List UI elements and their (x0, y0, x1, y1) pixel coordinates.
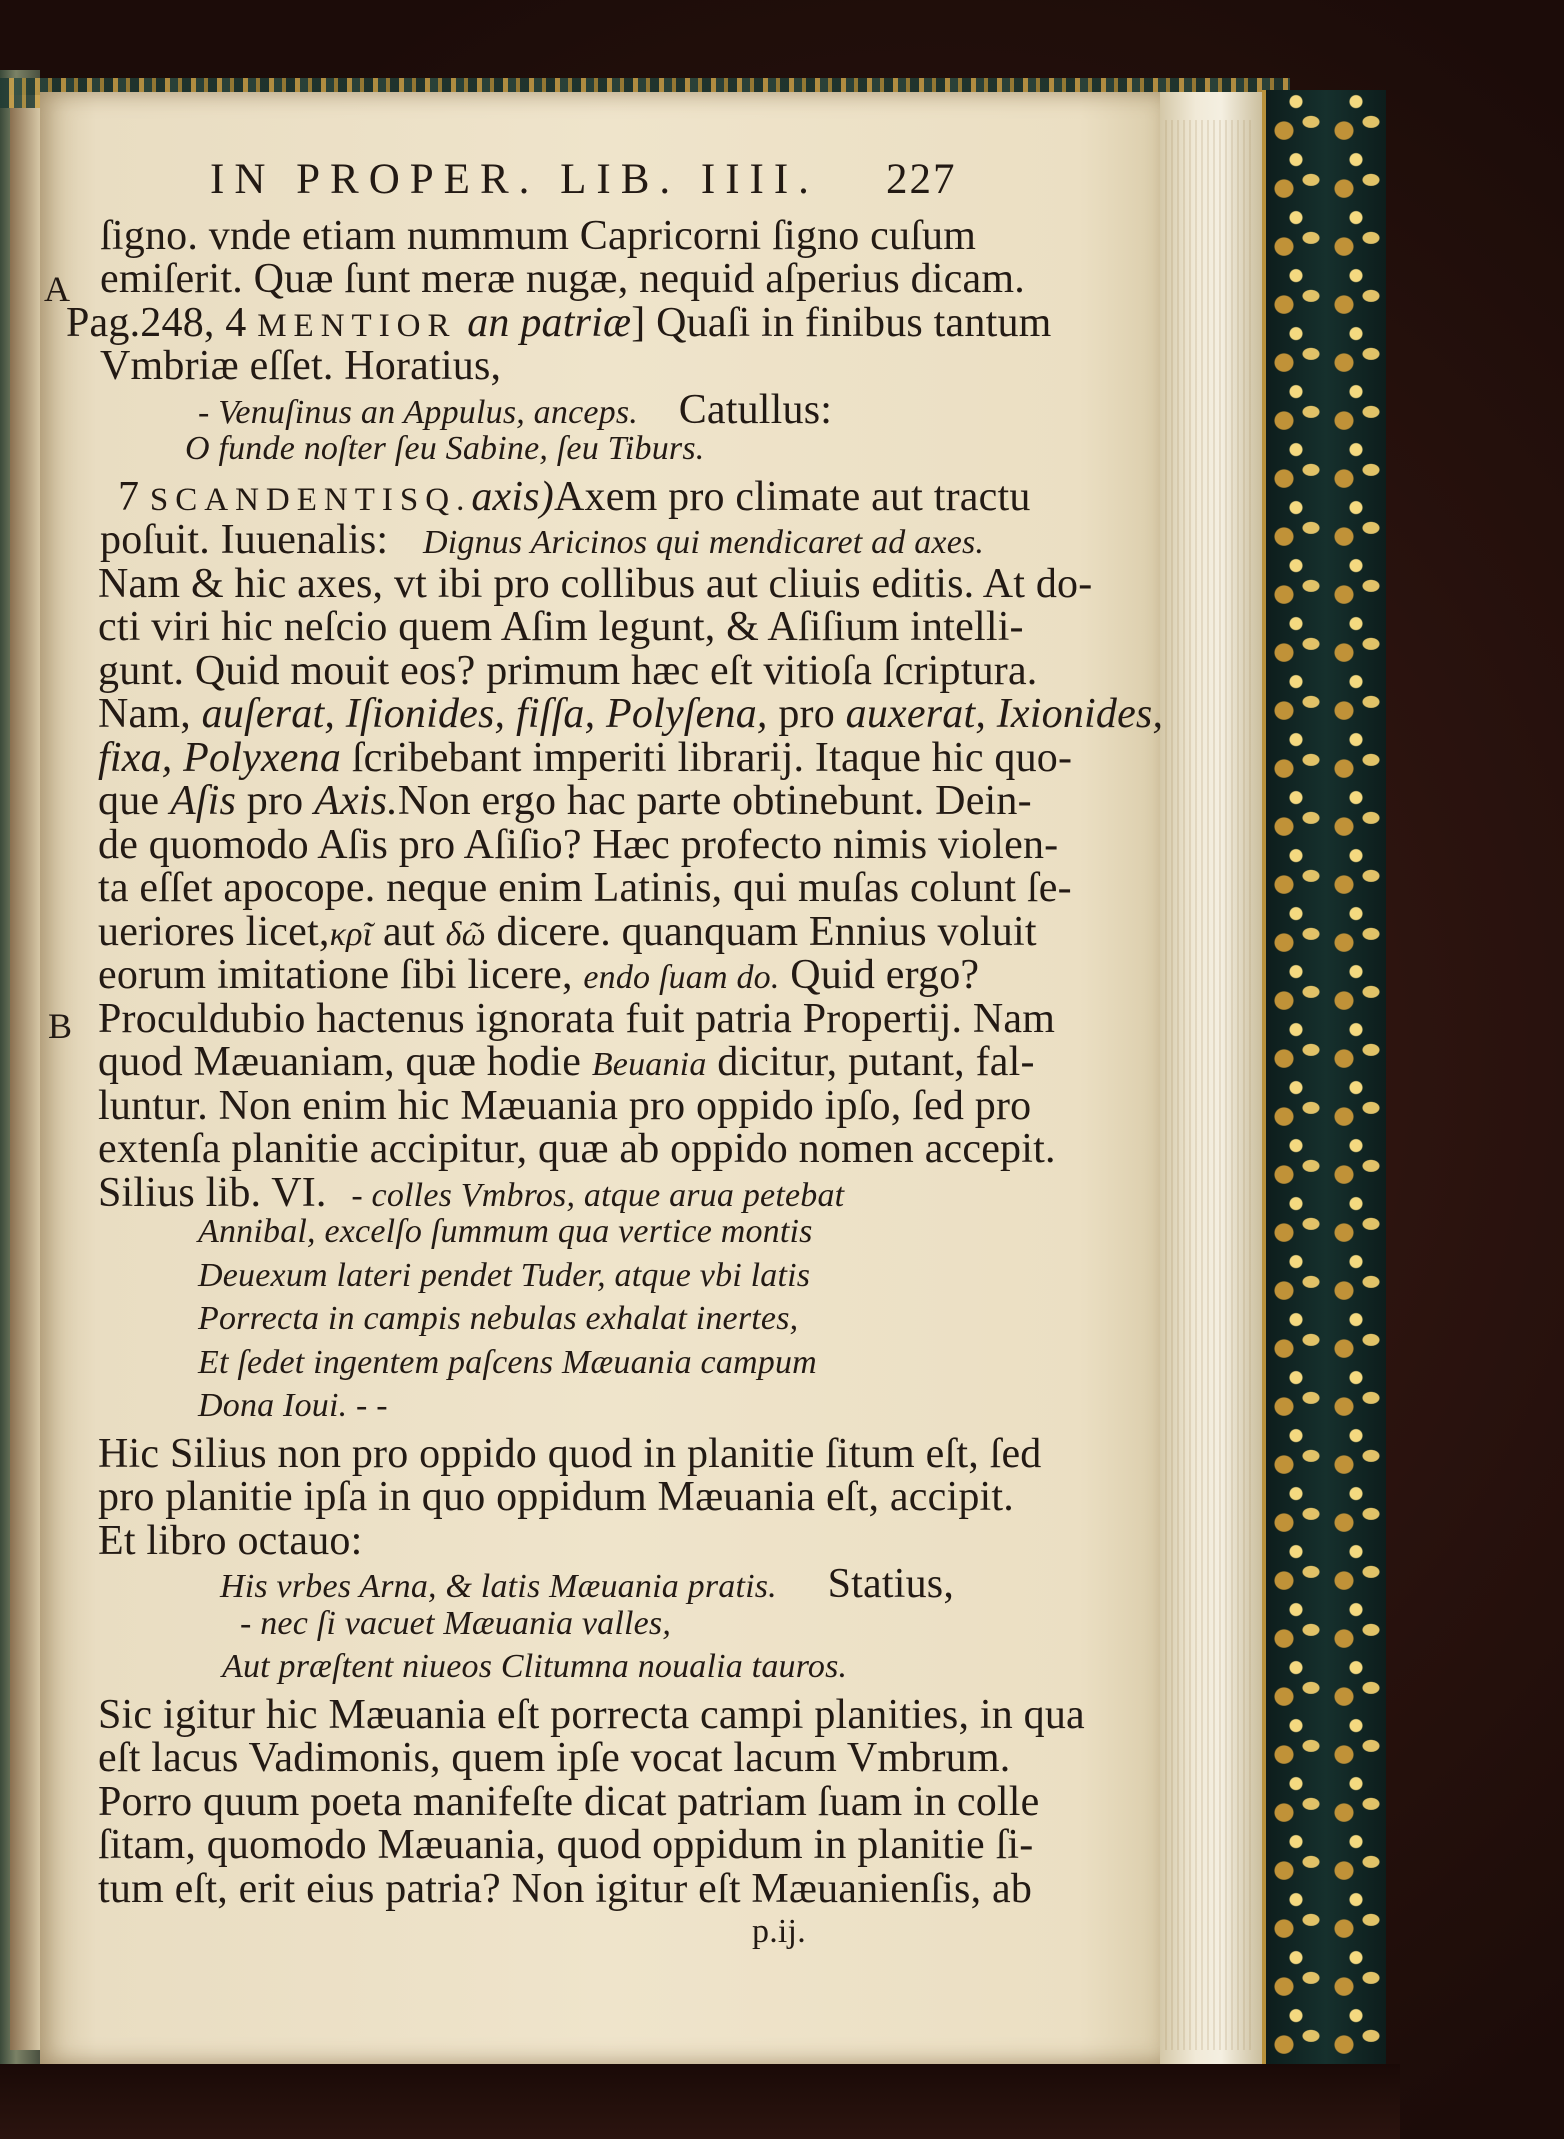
text-line: Nam & hic axes, vt ibi pro collibus aut cliuis editis. At do- (98, 561, 1093, 607)
verse-line: Porrecta in campis nebulas exhalat inertes, (198, 1300, 799, 1337)
text-line: Sic igitur hic Mæuania eſt porrecta campi planities, in qua (98, 1692, 1085, 1738)
text-line: Proculdubio hactenus ignorata fuit patria Propertij. Nam (98, 996, 1056, 1042)
text-line: ſitam, quomodo Mæuania, quod oppidum in planitie ſi- (98, 1822, 1034, 1868)
text-line: ta eſſet apocope. neque enim Latinis, qui muſas colunt ſe- (98, 865, 1072, 911)
text-line: Pag.248, 4 MENTIOR an patriæ] Quaſi in finibus tantum (66, 300, 1052, 346)
margin-letter-b: B (48, 1006, 73, 1046)
verse-line: Deuexum lateri pendet Tuder, atque vbi latis (198, 1257, 811, 1294)
margin-letter-a: A (44, 269, 70, 309)
text-line: de quomodo Aſis pro Aſiſio? Hæc profecto nimis violen- (98, 822, 1059, 868)
text-line: que Aſis pro Axis.Non ergo hac parte obtinebunt. Dein- (98, 778, 1032, 824)
verse-line: Et ſedet ingentem paſcens Mæuania campum (198, 1344, 817, 1381)
text-line: fixa, Polyxena ſcribebant imperiti librarij. Itaque hic quo- (98, 735, 1073, 781)
quotation: Beuania (591, 1046, 707, 1083)
verse-quotation: O funde noſter ſeu Sabine, ſeu Tiburs. (185, 430, 705, 467)
verse-line: His vrbes Arna, & latis Mæuania pratis. (220, 1568, 777, 1605)
catchword: p.ij. (752, 1913, 806, 1950)
greek-word: δῶ (445, 916, 486, 953)
text-line: His vrbes Arna, & latis Mæuania pratis. Statius, (220, 1561, 955, 1607)
quotation: an patriæ (467, 300, 632, 346)
verse-line: Annibal, excelſo ſummum qua vertice montis (198, 1213, 813, 1250)
text-line: Nam, auſerat, Iſionides, fiſſa, Polyſena, pro auxerat, Ixionides, (98, 691, 1164, 737)
lemma: MENTIOR (257, 308, 457, 344)
running-title: IN PROPER. LIB. IIII. (210, 156, 819, 203)
text-line: Vmbriæ eſſet. Horatius, (100, 343, 502, 389)
text-line: luntur. Non enim hic Mæuania pro oppido ipſo, ſed pro (98, 1083, 1032, 1129)
text-line: quod Mæuaniam, quæ hodie Beuania dicitur, putant, fal- (98, 1039, 1035, 1085)
text-line: Et libro octauo: (98, 1518, 363, 1564)
verse-line: Dona Ioui. - - (198, 1387, 388, 1424)
text-line: poſuit. Iuuenalis: Dignus Aricinos qui mendicaret ad axes. (100, 517, 985, 563)
text-line: extenſa planitie accipitur, quæ ab oppido nomen accepit. (98, 1126, 1056, 1172)
text-line: tum eſt, erit eius patria? Non igitur eſt Mæuanienſis, ab (98, 1866, 1033, 1912)
text-line: 7 SCANDENTISQ.axis)Axem pro climate aut tractu (118, 474, 1031, 520)
quotation: fixa, Polyxena (98, 735, 342, 781)
quotation: Dignus Aricinos qui mendicaret ad axes. (422, 524, 985, 561)
verse-quotation: - Venuſinus an Appulus, anceps. (198, 394, 638, 431)
text-line: eſt lacus Vadimonis, quem ipſe vocat lacum Vmbrum. (98, 1735, 1011, 1781)
text-line: eorum imitatione ſibi licere, endo ſuam do. Quid ergo? (98, 952, 980, 998)
verse-line: Aut præſtent niueos Clitumna noualia tauros. (222, 1648, 848, 1685)
verse-quotation: - colles Vmbros, atque arua petebat (351, 1177, 845, 1214)
verse-line: - nec ſi vacuet Mæuania valles, (240, 1605, 672, 1642)
line-number: 7 (118, 474, 140, 520)
page-number: 227 (886, 156, 957, 203)
text-line: ſigno. vnde etiam nummum Capricorni ſigno cuſum (100, 213, 977, 259)
text-line: Porro quum poeta manifeſte dicat patriam ſuam in colle (98, 1779, 1040, 1825)
quotation: endo ſuam do. (583, 959, 780, 996)
text-line: Hic Silius non pro oppido quod in planitie ſitum eſt, ſed (98, 1431, 1042, 1477)
text-line: pro planitie ipſa in quo oppidum Mæuania eſt, accipit. (98, 1474, 1014, 1520)
lemma: SCANDENTISQ. (149, 482, 472, 518)
text-line: Silius lib. VI. - colles Vmbros, atque arua petebat (98, 1170, 845, 1216)
text-line: gunt. Quid mouit eos? primum hæc eſt vitioſa ſcriptura. (98, 648, 1038, 694)
text-line: ueriores licet,κρῖ aut δῶ dicere. quanquam Ennius voluit (98, 909, 1037, 955)
quotation: auxerat, Ixionides, (845, 691, 1164, 737)
page-reference: Pag.248, 4 (66, 300, 247, 346)
text-line: - Venuſinus an Appulus, anceps. Catullus: (198, 387, 833, 433)
greek-word: κρῖ (329, 916, 373, 953)
quotation: auſerat, Iſionides, fiſſa, Polyſena, (201, 691, 768, 737)
text-line: cti viri hic neſcio quem Aſim legunt, & Aſiſium intelli- (98, 604, 1024, 650)
text-line: emiſerit. Quæ ſunt meræ nugæ, nequid aſperius dicam. (100, 256, 1025, 302)
